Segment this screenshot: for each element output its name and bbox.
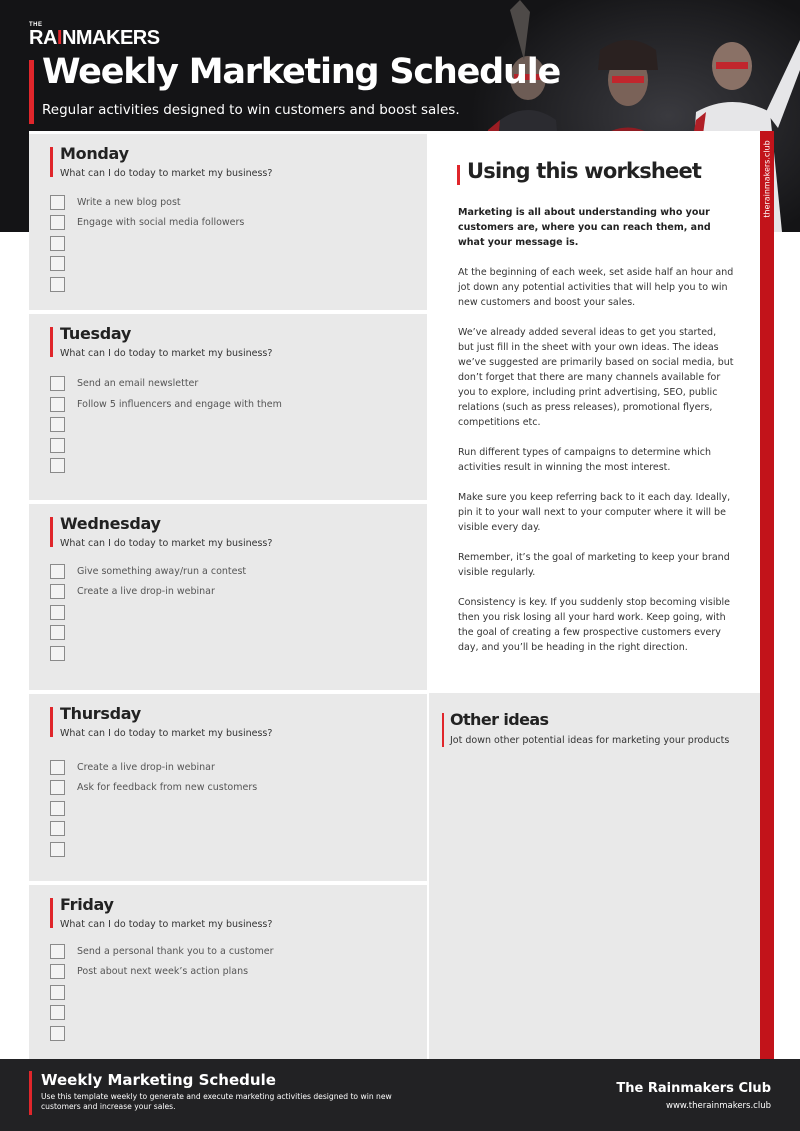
task-row	[50, 842, 77, 857]
task-checkbox[interactable]	[50, 564, 65, 579]
task-row	[50, 1026, 77, 1041]
day-title: Tuesday	[60, 324, 132, 343]
worksheet	[29, 131, 760, 1059]
instructions-paragraph: We’ve already added several ideas to get you started, but just fill in the sheet with your own ideas. The ideas we’ve suggested are primarily based on social media, but don’t forget that there are many channels available for you to explore, including print advertising, SEO, public relations (such as press releases), promotional flyers, competitions etc.	[458, 327, 734, 428]
task-label: Send an email newsletter	[77, 378, 199, 389]
task-label: Follow 5 influencers and engage with them	[77, 399, 282, 410]
task-label: Create a live drop-in webinar	[77, 586, 215, 597]
logo-the-text: THE	[29, 22, 43, 28]
task-checkbox[interactable]	[50, 605, 65, 620]
day-accent-bar	[50, 898, 53, 928]
task-checkbox[interactable]	[50, 1005, 65, 1020]
task-label: Post about next week’s action plans	[77, 966, 249, 977]
day-title: Friday	[60, 895, 114, 914]
task-row	[50, 236, 77, 251]
task-label: Ask for feedback from new customers	[77, 782, 258, 793]
task-checkbox[interactable]	[50, 376, 65, 391]
other-ideas-accent-bar	[442, 713, 444, 747]
task-checkbox[interactable]	[50, 236, 65, 251]
day-question: What can I do today to market my business?	[60, 919, 273, 930]
task-row	[50, 397, 282, 412]
day-title: Monday	[60, 144, 129, 163]
task-row	[50, 625, 77, 640]
task-row	[50, 1005, 77, 1020]
task-checkbox[interactable]	[50, 625, 65, 640]
task-checkbox[interactable]	[50, 195, 65, 210]
footer-description: Use this template weekly to generate and execute marketing activities designed to win new customers and increase your sales.	[41, 1092, 392, 1111]
page-footer	[0, 1059, 800, 1131]
task-label: Engage with social media followers	[77, 217, 245, 228]
task-row	[50, 195, 181, 210]
task-row	[50, 985, 77, 1000]
instructions-title: Using this worksheet	[467, 159, 702, 183]
task-checkbox[interactable]	[50, 215, 65, 230]
title-accent-bar	[29, 60, 34, 124]
task-row	[50, 646, 77, 661]
day-question: What can I do today to market my business?	[60, 168, 273, 179]
task-checkbox[interactable]	[50, 842, 65, 857]
task-row	[50, 215, 244, 230]
day-panel-wednesday	[29, 504, 427, 690]
task-row	[50, 376, 198, 391]
day-title: Wednesday	[60, 514, 161, 533]
other-ideas-title: Other ideas	[450, 710, 549, 729]
day-question: What can I do today to market my business?	[60, 728, 273, 739]
task-row	[50, 584, 215, 599]
day-accent-bar	[50, 327, 53, 357]
task-checkbox[interactable]	[50, 277, 65, 292]
task-row	[50, 780, 257, 795]
other-ideas-panel[interactable]	[429, 693, 760, 1059]
task-label: Create a live drop-in webinar	[77, 762, 215, 773]
task-label: Write a new blog post	[77, 197, 181, 208]
side-accent-band	[760, 131, 774, 1059]
task-row	[50, 760, 215, 775]
page-title: Weekly Marketing Schedule	[42, 52, 561, 92]
footer-title: Weekly Marketing Schedule	[41, 1071, 276, 1089]
footer-accent-bar	[29, 1071, 32, 1115]
instructions-panel	[429, 131, 760, 691]
day-panel-friday	[29, 885, 427, 1059]
day-question: What can I do today to market my business?	[60, 348, 273, 359]
day-title: Thursday	[60, 704, 141, 723]
task-label: Send a personal thank you to a customer	[77, 946, 274, 957]
task-checkbox[interactable]	[50, 438, 65, 453]
task-checkbox[interactable]	[50, 780, 65, 795]
side-url-text: therainmakers.club	[762, 140, 772, 218]
day-panel-tuesday	[29, 314, 427, 500]
day-panel-thursday	[29, 694, 427, 881]
task-row	[50, 801, 77, 816]
task-checkbox[interactable]	[50, 397, 65, 412]
task-checkbox[interactable]	[50, 760, 65, 775]
task-checkbox[interactable]	[50, 985, 65, 1000]
task-checkbox[interactable]	[50, 801, 65, 816]
task-checkbox[interactable]	[50, 256, 65, 271]
day-accent-bar	[50, 707, 53, 737]
task-row	[50, 564, 246, 579]
day-panel-monday	[29, 134, 427, 310]
task-row	[50, 944, 274, 959]
day-accent-bar	[50, 147, 53, 177]
task-row	[50, 821, 77, 836]
instructions-lead: Marketing is all about understanding who your customers are, where you can reach them, and what your message is.	[458, 207, 711, 248]
task-row	[50, 458, 77, 473]
instructions-paragraph: Consistency is key. If you suddenly stop becoming visible then you risk losing all your hard work. Keep going, with the goal of creating a few prospective customers every day, and you’ll be heading in the right direction.	[458, 597, 730, 653]
day-question: What can I do today to market my business?	[60, 538, 273, 549]
task-checkbox[interactable]	[50, 964, 65, 979]
task-label: Give something away/run a contest	[77, 566, 247, 577]
task-row	[50, 277, 77, 292]
day-accent-bar	[50, 517, 53, 547]
page-subtitle: Regular activities designed to win customers and boost sales.	[42, 102, 460, 118]
instructions-paragraph: Make sure you keep referring back to it each day. Ideally, pin it to your wall next to your computer where it will be visible every day.	[458, 492, 731, 533]
task-checkbox[interactable]	[50, 458, 65, 473]
task-checkbox[interactable]	[50, 646, 65, 661]
instructions-paragraph: At the beginning of each week, set aside half an hour and jot down any potential activities that will help you to win new customers and boost your sales.	[458, 267, 734, 308]
task-checkbox[interactable]	[50, 821, 65, 836]
task-row	[50, 256, 77, 271]
instructions-paragraph: Remember, it’s the goal of marketing to keep your brand visible regularly.	[458, 552, 730, 578]
instructions-accent-bar	[457, 165, 460, 185]
instructions-body	[458, 205, 734, 670]
task-row	[50, 438, 77, 453]
task-row	[50, 605, 77, 620]
task-row	[50, 964, 248, 979]
other-ideas-subtitle: Jot down other potential ideas for marketing your products	[450, 735, 730, 746]
task-row	[50, 417, 77, 432]
logo-wordmark: RAINMAKERS	[29, 27, 160, 49]
footer-brand: The Rainmakers Club	[616, 1081, 771, 1096]
task-checkbox[interactable]	[50, 417, 65, 432]
task-checkbox[interactable]	[50, 584, 65, 599]
instructions-paragraph: Run different types of campaigns to determine which activities result in winning the most interest.	[458, 447, 711, 473]
task-checkbox[interactable]	[50, 944, 65, 959]
task-checkbox[interactable]	[50, 1026, 65, 1041]
footer-url-link[interactable]: www.therainmakers.club	[666, 1101, 771, 1111]
